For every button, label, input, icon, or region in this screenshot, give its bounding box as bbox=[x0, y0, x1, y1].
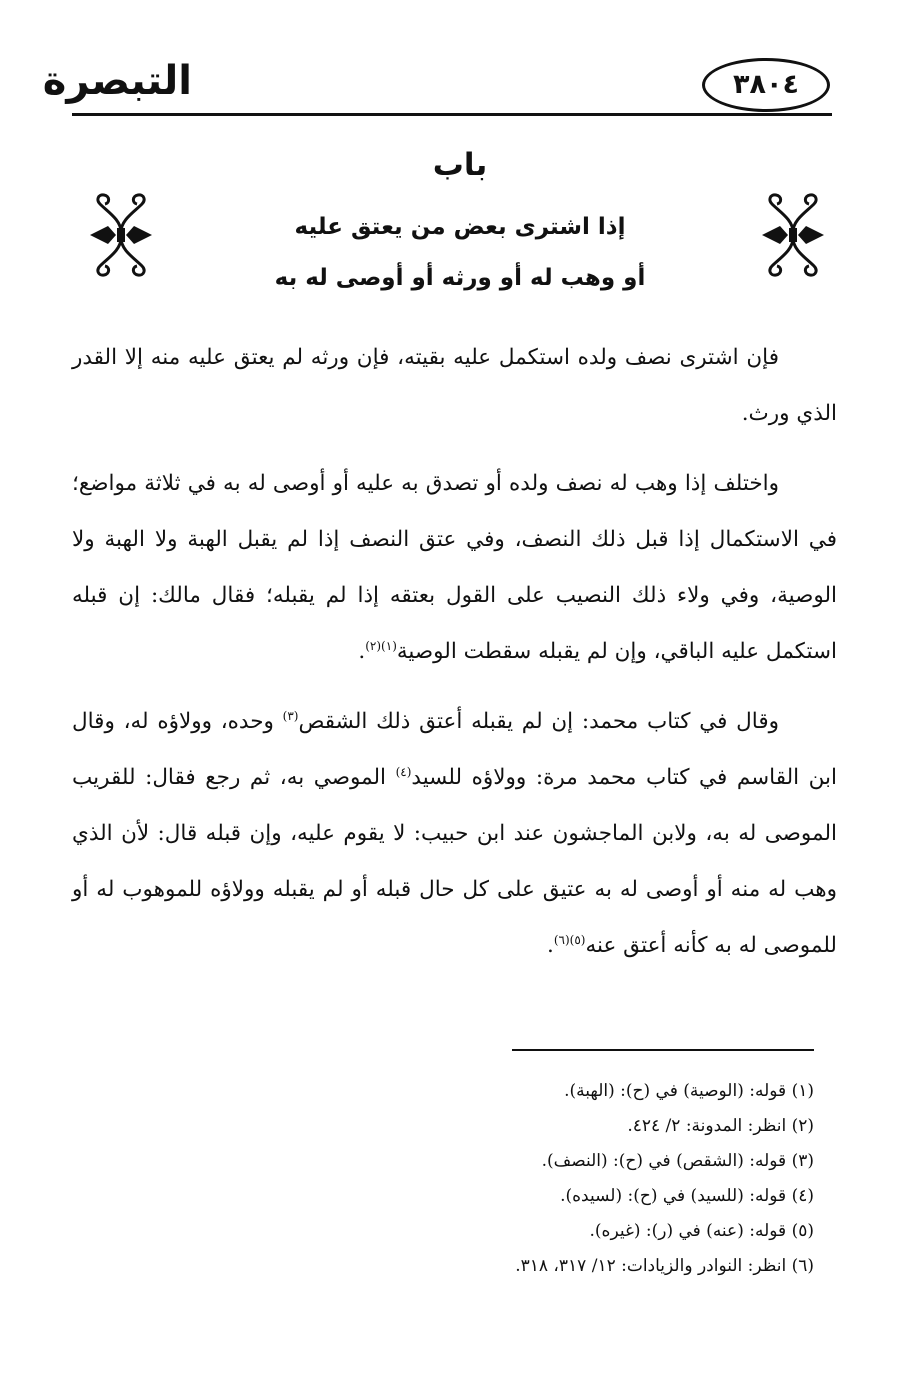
footnote-ref: (١)(٢) bbox=[365, 638, 397, 653]
footnote-ref: (٣) bbox=[282, 708, 299, 723]
footnote: (١) قوله: (الوصية) في (ح): (الهبة). bbox=[564, 1081, 814, 1101]
paragraph-text: وحده، وولاؤه له، وقال ابن القاسم في كتاب محمد مرة: وولاؤه للسيد bbox=[72, 709, 837, 790]
paragraph bbox=[72, 456, 837, 680]
chapter-label: باب bbox=[432, 147, 488, 183]
paragraph bbox=[72, 694, 837, 974]
chapter-title-line-2: أو وهب له أو ورثه أو أوصى له به bbox=[274, 265, 646, 291]
footnote-ref: (٤) bbox=[395, 764, 412, 779]
paragraph-text: فإن اشترى نصف ولده استكمل عليه بقيته، فإن ورثه لم يعتق عليه منه إلا القدر الذي ورث. bbox=[72, 345, 837, 426]
chapter-title-line-1: إذا اشترى بعض من يعتق عليه bbox=[294, 214, 626, 240]
footnote: (٣) قوله: (الشقص) في (ح): (النصف). bbox=[541, 1151, 814, 1171]
footnote: (٥) قوله: (عنه) في (ر): (غيره). bbox=[589, 1221, 814, 1241]
running-title: التبصرة bbox=[42, 58, 192, 104]
paragraph-text: وقال في كتاب محمد: إن لم يقبله أعتق ذلك الشقص bbox=[298, 709, 779, 734]
paragraph-text: الموصي به، ثم رجع فقال: للقريب الموصى له به، ولابن الماجشون عند ابن حبيب: لا يقوم عليه، وإن قبله قال: لأن الذي وهب له منه أو أوصى له به عتيق على كل حال قبله أو لم يقبله وولاؤه للموهوب له أو للموصى له به كأنه أعتق عنه bbox=[72, 765, 837, 958]
footnotes bbox=[72, 1074, 814, 1284]
floral-ornament-icon bbox=[86, 190, 156, 280]
body-text bbox=[72, 330, 837, 988]
page-number: ٣٨٠٤ bbox=[702, 58, 830, 112]
paragraph-text: واختلف إذا وهب له نصف ولده أو تصدق به عليه أو أوصى له به في ثلاثة مواضع؛ في الاستكمال إذا قبل ذلك النصف، وفي عتق النصف إذا لم يقبل الهبة ولا الهبة ولا الوصية، وفي ولاء ذلك النصيب على القول بعتقه إذا لم يقبله؛ فقال مالك: إن قبله استكمل عليه الباقي، وإن لم يقبله سقطت الوصية bbox=[72, 471, 837, 664]
footnote-rule bbox=[512, 1049, 814, 1051]
footnote: (٢) انظر: المدونة: ٢/ ٤٢٤. bbox=[627, 1116, 814, 1136]
floral-ornament-icon bbox=[758, 190, 828, 280]
footnote-ref: (٥)(٦) bbox=[553, 932, 586, 947]
footnote: (٤) قوله: (للسيد) في (ح): (لسيده). bbox=[560, 1186, 814, 1206]
sentence-end: . bbox=[546, 933, 554, 958]
footnote: (٦) انظر: النوادر والزيادات: ١٢/ ٣١٧، ٣١٨. bbox=[515, 1256, 814, 1276]
sentence-end: . bbox=[358, 639, 366, 664]
header-rule bbox=[72, 113, 832, 116]
paragraph bbox=[72, 330, 837, 442]
